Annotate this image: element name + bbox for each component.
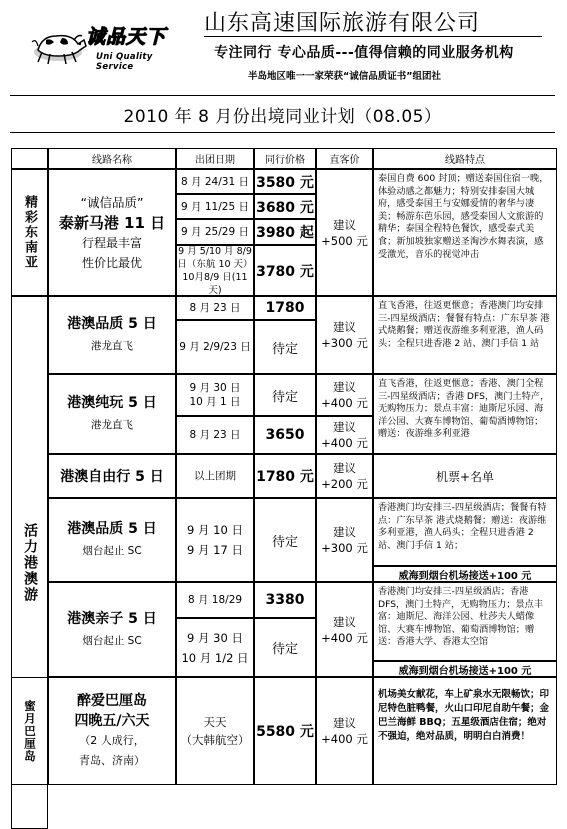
route-name: 港澳纯玩 5 日	[67, 395, 157, 411]
table-row-price: 1780	[254, 296, 316, 320]
date-line: 天天	[203, 715, 227, 729]
suggest-amount: +300 元	[321, 336, 368, 350]
suggest-label: 建议	[333, 716, 356, 730]
table-row-price: 待定	[254, 618, 316, 677]
suggest-label: 建议	[333, 461, 356, 475]
company-name: 山东高速国际旅游有限公司	[204, 11, 481, 36]
date-line: 日（东航 10 天）	[177, 258, 253, 270]
date-line: （大韩航空）	[180, 733, 250, 747]
date-line: 10月8/9 日(11 天)	[182, 271, 248, 296]
retail-suggestion	[316, 677, 373, 785]
company-motto: 专注同行 专心品质---值得信赖的同业服务机构	[214, 45, 514, 61]
date-line: 9 月 5/10 月 8/9	[178, 245, 252, 257]
route-hk-pure	[48, 374, 176, 454]
table-row-date	[176, 245, 254, 296]
retail-suggestion	[316, 582, 373, 677]
date-line: 9 月 30 日	[189, 382, 241, 394]
table-row-price: 待定	[254, 320, 316, 374]
route-name-line: 青岛、济南）	[79, 754, 145, 767]
suggest-amount: +300 元	[321, 541, 368, 555]
route-hk-free	[48, 454, 176, 498]
table-row-price: 3680 元	[254, 194, 316, 219]
suggest-amount: +400 元	[321, 630, 368, 645]
table-row-price: 待定	[254, 374, 316, 416]
company-subtitle: 半岛地区唯一一家荣获“诚信品质证书”组团社	[248, 71, 441, 82]
retail-suggestion	[316, 454, 373, 498]
page-title: 2010 年 8 月份出境同业计划（08.05）	[123, 107, 442, 127]
transfer-note: 威海到烟台机场接送+100 元	[373, 661, 557, 677]
route-hk-family	[48, 582, 176, 677]
route-thailand-line3: 行程最丰富	[81, 235, 142, 250]
route-sub: 烟台起止 SC	[82, 634, 142, 647]
route-sub: 港龙直飞	[91, 340, 133, 352]
suggest-amount: +200 元	[321, 477, 368, 491]
retail-suggestion	[316, 374, 373, 416]
date-line: 9 月 10 日	[187, 523, 243, 537]
route-features: 机场美女献花，车上矿泉水无限畅饮；印尼特色脏鸭餐，火山口印尼自助午餐；金巴兰海鲜 BBQ；五星级酒店住宿；绝对不强迫，绝对品质，明明白白消费！	[373, 677, 557, 785]
route-name: 港澳亲子 5 日	[67, 610, 157, 627]
route-sub: 港龙直飞	[91, 419, 133, 431]
suggest-label: 建议	[333, 380, 356, 394]
suggest-label: 建议	[333, 525, 356, 539]
table-row-date: 9 月 25/29 日	[176, 219, 254, 245]
suggest-amount: +400 元	[321, 732, 368, 746]
date-line: 10 月 1 日	[189, 396, 241, 408]
suggest-label: 建议	[333, 420, 356, 434]
table-row-price: 3650	[254, 416, 316, 454]
table-row-price: 3980 起	[254, 219, 316, 245]
retail-suggestion	[316, 296, 373, 374]
table-row-date: 8 月 18/29	[176, 582, 254, 618]
title-bar	[10, 95, 555, 133]
brand-name: 诚品天下	[86, 26, 167, 48]
retail-suggestion	[316, 498, 373, 582]
route-sub: 烟台起止 SC	[82, 545, 142, 557]
route-hk-quality	[48, 296, 176, 374]
table-row-price: 3780 元	[254, 245, 316, 296]
table-row-date: 以上团期	[176, 454, 254, 498]
table-row-date: 8 月 23 日	[176, 296, 254, 320]
table-row-date	[176, 677, 254, 785]
section-southeast-asia: 精彩东南亚	[11, 169, 48, 296]
retail-suggestion	[316, 416, 373, 454]
suggest-amount: +400 元	[321, 396, 368, 410]
table-row-date	[176, 498, 254, 582]
page-header	[0, 0, 567, 92]
section-honeymoon-bali: 蜜月巴厘岛	[11, 677, 48, 785]
route-thailand-line4: 性价比最优	[81, 255, 142, 270]
brand-logo	[28, 20, 190, 70]
route-thailand-line1: “诚信品质”	[80, 194, 144, 210]
table-row-price: 3580 元	[254, 169, 316, 194]
route-name: 港澳品质 5 日	[67, 316, 157, 332]
route-name-line: 醉爱巴厘岛	[77, 693, 147, 709]
retail-suggestion	[316, 169, 373, 296]
column-header-date: 出团日期	[176, 148, 254, 169]
table-row-date	[176, 618, 254, 677]
table-row-price: 5580 元	[254, 677, 316, 785]
route-features: 直飞香港，往返更惬意；香港、澳门全程三-四星级酒店；香港 DFS，澳门土特产，无购物压力；景点丰富：迪斯尼乐园、海洋公园、大赛车博物馆、葡萄酒博物馆；赠送：夜游维多利亚港	[373, 374, 557, 454]
route-features: 香港澳门均安排三-四星级酒店；香港 DFS，澳门土特产，无购物压力；景点丰富：迪斯尼、海洋公园、杜莎夫人蜡像馆、大赛车博物馆、葡萄酒博物馆；赠送：香港大学、香港太空馆	[373, 582, 557, 661]
table-row-date: 9 月 11/25 日	[176, 194, 254, 219]
table-row-price: 1780 元	[254, 454, 316, 498]
route-name: 港澳自由行 5 日	[60, 469, 164, 485]
route-features: 泰国自费 600 封顶；赠送泰国住宿一晚，体验动感之都魅力；特别安排泰国大城府，感受泰国王与安娜爱情的奢华与凄美；畅游东芭乐园，感受泰国人文旅游的精华；泰国全程特色餐饮，感受泰式美食；新加坡独家赠送圣淘沙水舞表演，感受激光，音乐的视觉冲击	[373, 169, 557, 296]
suggest-label: 建议	[333, 217, 356, 232]
route-features: 直飞香港，往返更惬意；香港澳门均安排三-四星级酒店；餐餐有特点：广东早茶 港式烧鹅餐；赠送夜游维多利亚港，渔人码头；全程只进香港 2 站、澳门手信 1 站	[373, 296, 557, 374]
route-name-line: （2 人成行，	[79, 734, 145, 747]
table-row-price: 3380	[254, 582, 316, 618]
table-row-date: 9 月 2/9/23 日	[176, 320, 254, 374]
column-header-retail: 直客价	[316, 148, 373, 169]
column-header-price: 同行价格	[254, 148, 316, 169]
header-blank	[11, 148, 48, 169]
route-thailand	[48, 169, 176, 296]
transfer-note: 威海到烟台机场接送+100 元	[373, 566, 557, 582]
date-line: 9 月 30 日	[187, 630, 243, 645]
table-row-date	[176, 374, 254, 416]
table-row-date: 8 月 24/31 日	[176, 169, 254, 194]
table-row-price: 待定	[254, 498, 316, 582]
suggest-amount: +400 元	[321, 436, 368, 450]
column-header-features: 线路特点	[373, 148, 557, 169]
route-bali	[48, 677, 176, 785]
column-header-route: 线路名称	[48, 148, 176, 169]
route-name-line: 四晚五/六天	[74, 713, 150, 729]
suggest-label: 建议	[333, 320, 356, 334]
date-line: 9 月 17 日	[187, 543, 243, 557]
route-thailand-line2: 泰新马港 11 日	[58, 213, 166, 232]
route-hk-quality-yantai	[48, 498, 176, 582]
brand-tagline: Uni Quality Service	[96, 52, 153, 72]
date-line: 10 月 1/2 日	[181, 650, 249, 665]
table-row-date: 8 月 23 日	[176, 416, 254, 454]
route-features: 香港澳门均安排三-四星级酒店；餐餐有特点：广东早茶 港式烧鹅餐；赠送：夜游维多利亚港，渔人码头；全程只进香港 2 站、澳门手信 1 站；	[373, 498, 557, 566]
suggest-amount: +500 元	[321, 233, 368, 248]
header-divider	[204, 36, 542, 37]
suggest-label: 建议	[333, 614, 356, 629]
section-hk-macau: 活力港澳游	[11, 296, 48, 829]
route-features: 机票+名单	[373, 454, 557, 498]
route-name: 港澳品质 5 日	[67, 521, 157, 537]
